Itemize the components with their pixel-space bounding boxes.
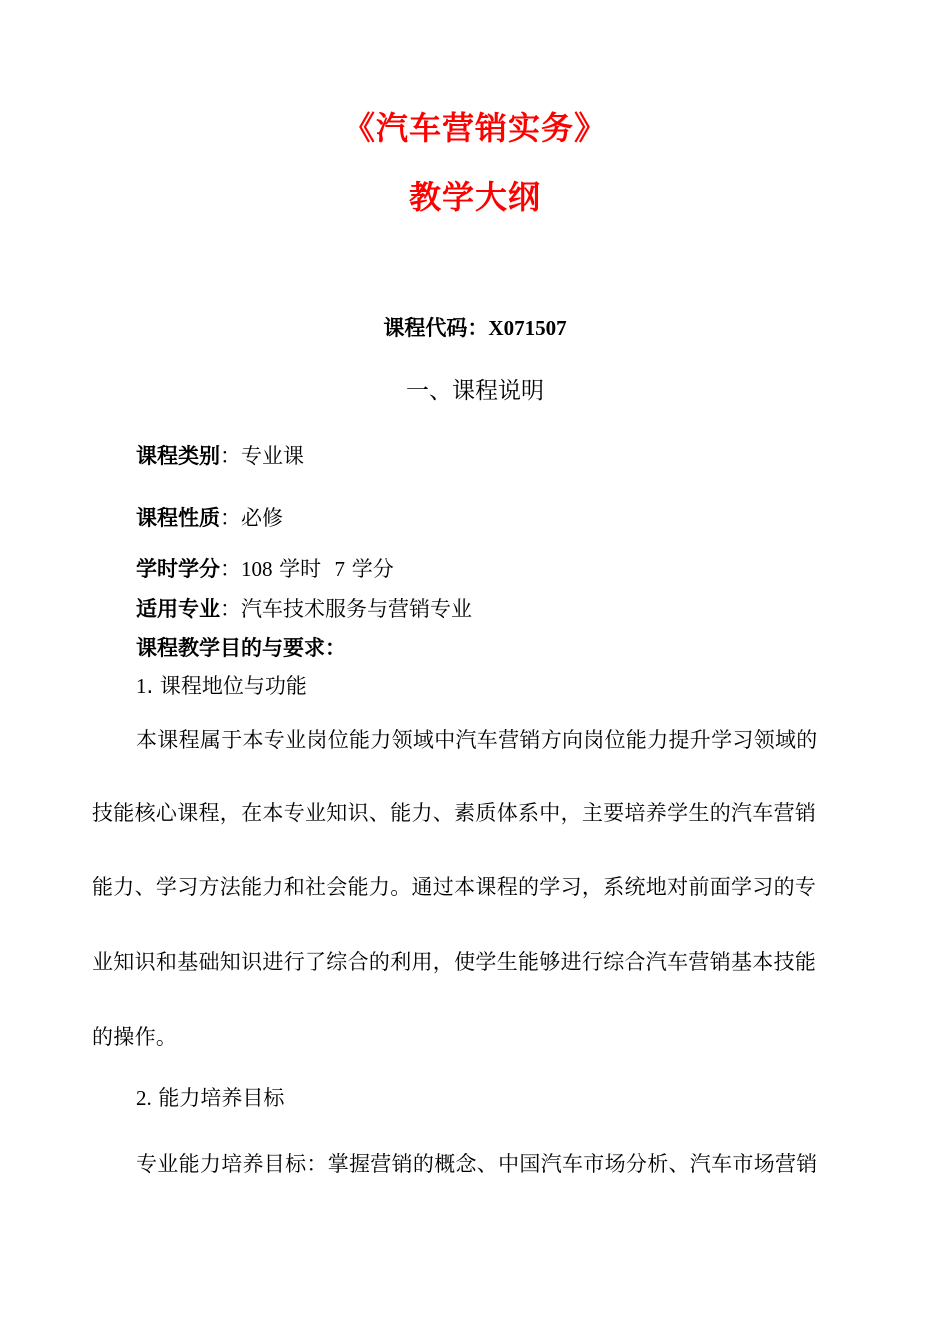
course-hours [136,555,394,583]
course-major-value: ：汽车技术服务与营销专业 [220,597,472,621]
course-code [0,314,950,342]
paragraph-1-line: 的操作。 [92,1025,178,1049]
course-nature-value: ：必修 [220,506,283,530]
subsection-1-number: 1 [136,674,147,698]
course-category-value: ：专业课 [220,444,304,468]
paragraph-1-line: 技能核心课程，在本专业知识、能力、素质体系中，主要培养学生的汽车营销 [92,801,817,825]
course-major-label: 适用专业 [136,597,220,621]
subsection-1-title: . 课程地位与功能 [146,674,307,698]
course-hours-unit: 学时 [272,557,335,581]
paragraph-2-line: 专业能力培养目标：掌握营销的概念、中国汽车市场分析、汽车市场营销 [136,1152,818,1176]
paragraph-1-line: 业知识和基础知识进行了综合的利用，使学生能够进行综合汽车营销基本技能 [92,950,817,974]
document-subtitle: 教学大纲 [408,178,541,216]
course-major [136,595,472,623]
subsection-2-title: 能力培养目标 [151,1086,285,1110]
course-category [136,442,304,470]
course-goals-label: 课程教学目的与要求： [136,636,346,660]
course-credits-unit: 学分 [345,557,394,581]
course-hours-number: 108 [241,557,273,581]
course-nature-label: 课程性质 [136,506,220,530]
course-credits-number: 7 [334,557,346,581]
course-hours-label: 学时学分 [136,557,220,581]
course-hours-colon: ： [220,557,241,581]
course-code-value: X071507 [488,316,567,340]
section-heading: 一、课程说明 [406,378,544,404]
course-nature [136,504,283,532]
course-code-label: 课程代码： [383,316,489,340]
subsection-1-heading [136,672,307,700]
course-category-label: 课程类别 [136,444,220,468]
paragraph-1-line: 本课程属于本专业岗位能力领域中汽车营销方向岗位能力提升学习领域的 [136,728,818,752]
subsection-2-heading [136,1084,284,1112]
subsection-2-number: 2. [136,1086,152,1110]
document-title: 《汽车营销实务》 [342,109,607,147]
paragraph-1-line: 能力、学习方法能力和社会能力。通过本课程的学习，系统地对前面学习的专 [92,875,817,899]
